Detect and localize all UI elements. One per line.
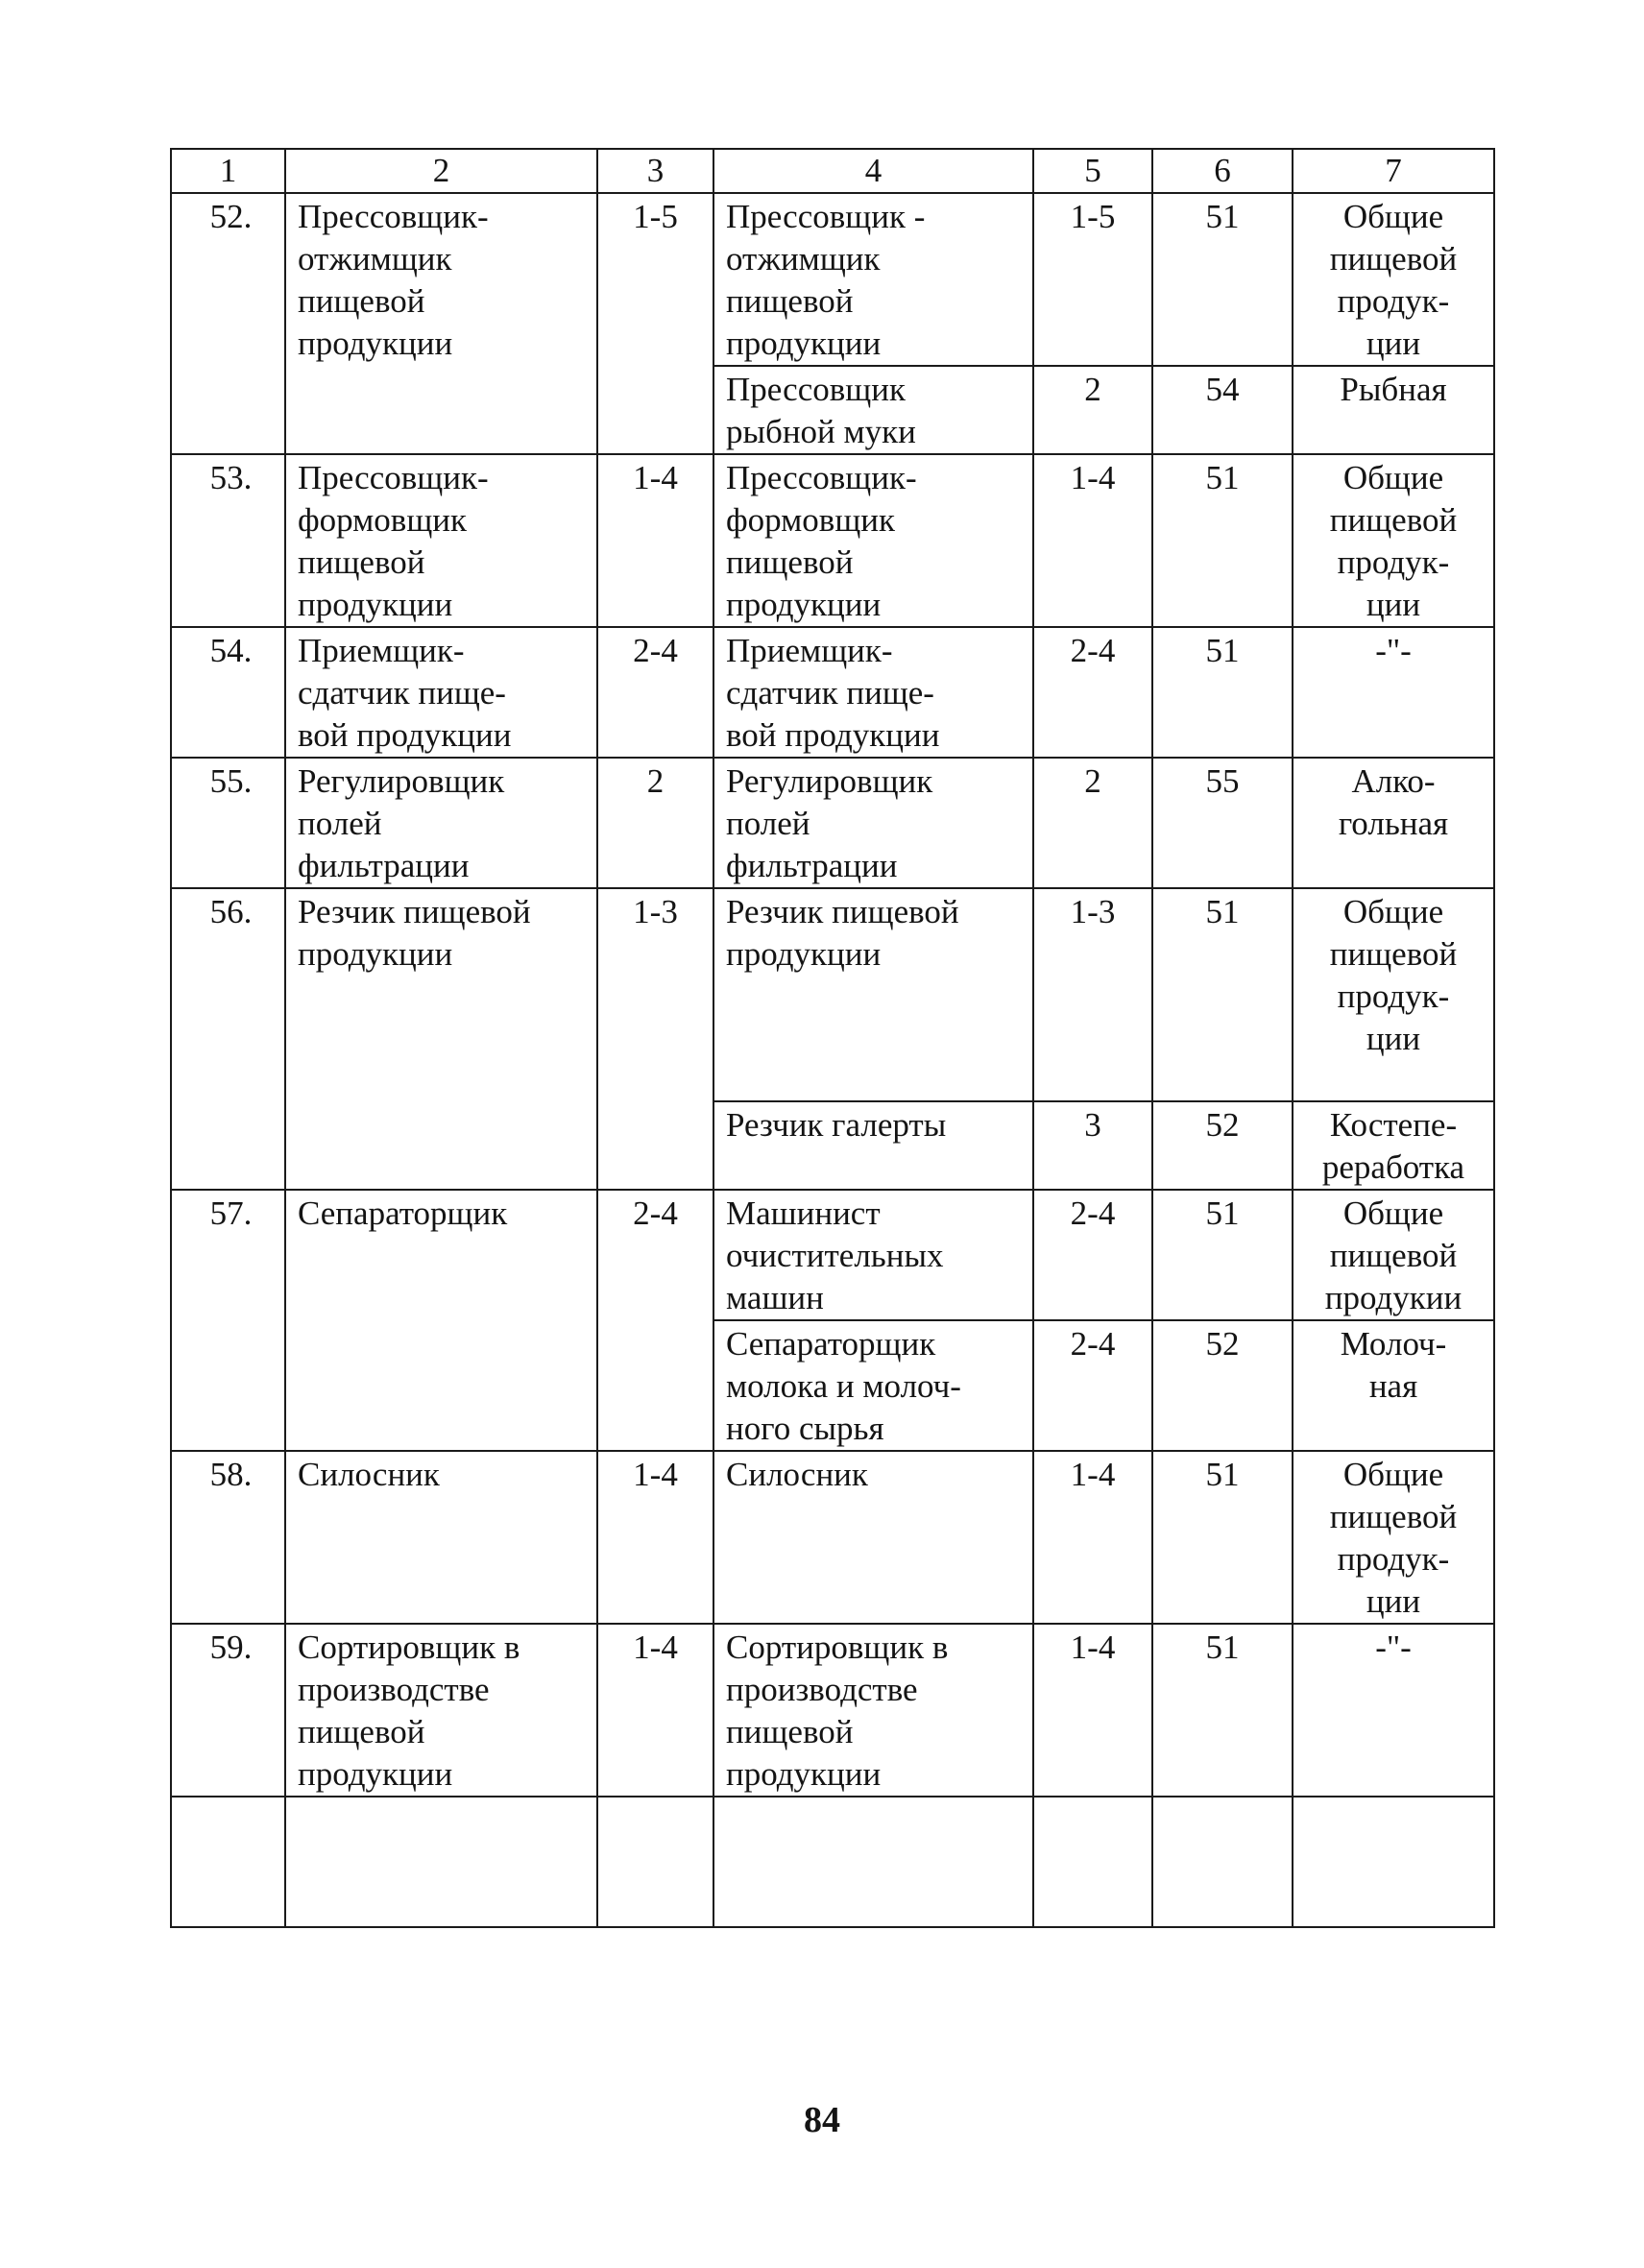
grade-range-cell-text: 2-4 bbox=[633, 1194, 678, 1232]
etks-section-cell bbox=[1293, 1101, 1494, 1190]
row-number-cell-text: 57. bbox=[209, 1194, 253, 1232]
etks-section-cell-text: -"- bbox=[1375, 632, 1412, 669]
header-cell-4: 4 bbox=[713, 149, 1033, 193]
row-number-cell bbox=[171, 1451, 285, 1624]
etks-issue-cell bbox=[1152, 193, 1293, 366]
etks-profession-cell-text: Прессовщик - отжимщик пищевой продукции bbox=[726, 198, 926, 362]
etks-grade-cell-text: 1-4 bbox=[1070, 459, 1116, 496]
header-cell-1: 1 bbox=[171, 149, 285, 193]
etks-section-cell-text: Общие пищевой продук- ции bbox=[1329, 893, 1458, 1057]
etks-section-cell bbox=[1293, 758, 1494, 888]
professions-table bbox=[170, 148, 1495, 1928]
profession-cell-text: Силосник bbox=[298, 1456, 440, 1493]
etks-issue-cell bbox=[1152, 758, 1293, 888]
profession-cell-text: Резчик пищевой продукции bbox=[298, 893, 531, 973]
etks-profession-cell-text: Резчик пищевой продукции bbox=[726, 893, 959, 973]
etks-issue-cell bbox=[1152, 888, 1293, 1101]
etks-grade-cell-text: 2 bbox=[1084, 371, 1101, 408]
etks-section-cell bbox=[1293, 454, 1494, 627]
etks-profession-cell bbox=[713, 1451, 1033, 1624]
etks-issue-cell-text: 51 bbox=[1205, 459, 1240, 496]
profession-cell bbox=[285, 1190, 597, 1451]
etks-profession-cell bbox=[713, 1101, 1033, 1190]
etks-grade-cell-text: 1-4 bbox=[1070, 1456, 1116, 1493]
etks-profession-cell bbox=[713, 1320, 1033, 1451]
etks-section-cell bbox=[1293, 1190, 1494, 1320]
grade-range-cell-text: 1-4 bbox=[633, 459, 678, 496]
profession-cell-text: Прессовщик- формовщик пищевой продукции bbox=[298, 459, 489, 623]
etks-profession-cell bbox=[713, 366, 1033, 454]
grade-range-cell bbox=[597, 1451, 713, 1624]
etks-grade-cell bbox=[1033, 454, 1152, 627]
etks-grade-cell bbox=[1033, 1190, 1152, 1320]
etks-profession-cell bbox=[713, 1624, 1033, 1797]
etks-section-cell bbox=[1293, 1320, 1494, 1451]
etks-grade-cell bbox=[1033, 1451, 1152, 1624]
grade-range-cell bbox=[597, 1624, 713, 1797]
etks-profession-cell-text: Прессовщик- формовщик пищевой продукции bbox=[726, 459, 917, 623]
row-number-cell bbox=[171, 758, 285, 888]
table-body bbox=[171, 149, 1494, 1927]
etks-grade-cell-text: 2-4 bbox=[1070, 632, 1116, 669]
grade-range-cell bbox=[597, 758, 713, 888]
etks-grade-cell bbox=[1033, 1320, 1152, 1451]
etks-section-cell-text: Общие пищевой продук- ции bbox=[1329, 198, 1458, 362]
row-number-cell-text: 59. bbox=[209, 1629, 253, 1666]
etks-profession-cell bbox=[713, 193, 1033, 366]
etks-grade-cell bbox=[1033, 1624, 1152, 1797]
etks-grade-cell bbox=[1033, 1101, 1152, 1190]
etks-profession-cell bbox=[713, 627, 1033, 758]
etks-section-cell-text: Молоч- ная bbox=[1340, 1325, 1447, 1405]
row-number-cell-text: 54. bbox=[209, 632, 253, 669]
grade-range-cell-text: 2 bbox=[646, 762, 665, 800]
etks-section-cell-text: Костепе- реработка bbox=[1321, 1106, 1465, 1186]
etks-profession-cell-text: Сортировщик в производстве пищевой продукции bbox=[726, 1629, 949, 1793]
etks-issue-cell bbox=[1152, 627, 1293, 758]
profession-cell-text: Приемщик- сдатчик пище- вой продукции bbox=[298, 632, 512, 754]
empty-cell bbox=[597, 1797, 713, 1927]
profession-cell-text: Регулировщик полей фильтрации bbox=[298, 762, 505, 884]
etks-section-cell-text: Рыбная bbox=[1340, 371, 1447, 408]
grade-range-cell bbox=[597, 193, 713, 454]
profession-cell-text: Сортировщик в производстве пищевой продукции bbox=[298, 1629, 520, 1793]
table-row bbox=[171, 454, 1494, 627]
row-number-cell bbox=[171, 627, 285, 758]
etks-section-cell-text: Общие пищевой продук- ции bbox=[1329, 459, 1458, 623]
etks-issue-cell bbox=[1152, 366, 1293, 454]
empty-cell bbox=[1152, 1797, 1293, 1927]
profession-cell-text: Прессовщик- отжимщик пищевой продукции bbox=[298, 198, 489, 362]
header-row bbox=[171, 149, 1494, 193]
row-number-cell-text: 58. bbox=[209, 1456, 253, 1493]
etks-issue-cell-text: 54 bbox=[1205, 371, 1240, 408]
etks-issue-cell-text: 51 bbox=[1205, 1194, 1240, 1232]
etks-grade-cell-text: 2-4 bbox=[1070, 1194, 1116, 1232]
etks-issue-cell bbox=[1152, 1320, 1293, 1451]
etks-grade-cell bbox=[1033, 193, 1152, 366]
grade-range-cell-text: 1-3 bbox=[633, 893, 678, 930]
etks-grade-cell-text: 1-5 bbox=[1070, 198, 1116, 235]
table-row bbox=[171, 888, 1494, 1101]
etks-profession-cell-text: Машинист очистительных машин bbox=[726, 1194, 944, 1316]
profession-cell bbox=[285, 1624, 597, 1797]
profession-cell bbox=[285, 193, 597, 454]
etks-profession-cell bbox=[713, 758, 1033, 888]
etks-grade-cell bbox=[1033, 366, 1152, 454]
etks-profession-cell-text: Прессовщик рыбной муки bbox=[726, 371, 916, 450]
etks-issue-cell-text: 51 bbox=[1205, 893, 1240, 930]
etks-issue-cell bbox=[1152, 1451, 1293, 1624]
etks-section-cell-text: Общие пищевой продукии bbox=[1324, 1194, 1463, 1316]
etks-grade-cell-text: 1-3 bbox=[1070, 893, 1116, 930]
profession-cell-text: Сепараторщик bbox=[298, 1194, 508, 1232]
empty-row bbox=[171, 1797, 1494, 1927]
row-number-cell-text: 56. bbox=[209, 893, 253, 930]
header-cell-2: 2 bbox=[285, 149, 597, 193]
etks-profession-cell-text: Приемщик- сдатчик пище- вой продукции bbox=[726, 632, 940, 754]
grade-range-cell-text: 2-4 bbox=[633, 632, 678, 669]
etks-grade-cell bbox=[1033, 627, 1152, 758]
etks-issue-cell bbox=[1152, 454, 1293, 627]
etks-section-cell bbox=[1293, 193, 1494, 366]
header-cell-5: 5 bbox=[1033, 149, 1152, 193]
etks-grade-cell-text: 3 bbox=[1084, 1106, 1101, 1144]
etks-section-cell bbox=[1293, 1624, 1494, 1797]
grade-range-cell-text: 1-4 bbox=[633, 1456, 678, 1493]
row-number-cell-text: 52. bbox=[209, 198, 253, 235]
etks-profession-cell bbox=[713, 1190, 1033, 1320]
table-row bbox=[171, 627, 1494, 758]
etks-section-cell bbox=[1293, 1451, 1494, 1624]
grade-range-cell bbox=[597, 1190, 713, 1451]
etks-profession-cell-text: Сепараторщик молока и молоч- ного сырья bbox=[726, 1325, 961, 1447]
grade-range-cell bbox=[597, 627, 713, 758]
etks-section-cell bbox=[1293, 366, 1494, 454]
etks-profession-cell-text: Силосник bbox=[726, 1456, 868, 1493]
grade-range-cell bbox=[597, 888, 713, 1190]
etks-issue-cell-text: 55 bbox=[1205, 762, 1240, 800]
etks-issue-cell bbox=[1152, 1190, 1293, 1320]
etks-grade-cell bbox=[1033, 888, 1152, 1101]
etks-profession-cell-text: Резчик галерты bbox=[726, 1106, 947, 1144]
etks-profession-cell bbox=[713, 454, 1033, 627]
empty-cell bbox=[713, 1797, 1033, 1927]
etks-issue-cell-text: 51 bbox=[1205, 198, 1240, 235]
etks-section-cell bbox=[1293, 888, 1494, 1101]
etks-profession-cell-text: Регулировщик полей фильтрации bbox=[726, 762, 933, 884]
etks-issue-cell bbox=[1152, 1624, 1293, 1797]
table-row bbox=[171, 758, 1494, 888]
etks-section-cell bbox=[1293, 627, 1494, 758]
profession-cell bbox=[285, 888, 597, 1190]
empty-cell bbox=[1293, 1797, 1494, 1927]
header-cell-3: 3 bbox=[597, 149, 713, 193]
empty-cell bbox=[1033, 1797, 1152, 1927]
header-cell-7: 7 bbox=[1293, 149, 1494, 193]
etks-issue-cell bbox=[1152, 1101, 1293, 1190]
table-row bbox=[171, 1624, 1494, 1797]
profession-cell bbox=[285, 627, 597, 758]
etks-profession-cell bbox=[713, 888, 1033, 1101]
grade-range-cell-text: 1-5 bbox=[633, 198, 678, 235]
etks-issue-cell-text: 51 bbox=[1205, 1629, 1240, 1666]
etks-issue-cell-text: 52 bbox=[1205, 1325, 1240, 1363]
grade-range-cell bbox=[597, 454, 713, 627]
row-number-cell bbox=[171, 1624, 285, 1797]
row-number-cell-text: 53. bbox=[209, 459, 253, 496]
profession-cell bbox=[285, 1451, 597, 1624]
table-row bbox=[171, 193, 1494, 366]
header-cell-6: 6 bbox=[1152, 149, 1293, 193]
page-number: 84 bbox=[804, 2100, 840, 2140]
etks-issue-cell-text: 51 bbox=[1205, 632, 1240, 669]
etks-grade-cell-text: 2 bbox=[1084, 762, 1101, 800]
etks-section-cell-text: -"- bbox=[1375, 1629, 1412, 1666]
row-number-cell bbox=[171, 888, 285, 1190]
etks-issue-cell-text: 52 bbox=[1205, 1106, 1240, 1144]
grade-range-cell-text: 1-4 bbox=[633, 1629, 678, 1666]
empty-cell bbox=[285, 1797, 597, 1927]
etks-section-cell-text: Общие пищевой продук- ции bbox=[1329, 1456, 1458, 1620]
row-number-cell bbox=[171, 193, 285, 454]
etks-section-cell-text: Алко- гольная bbox=[1338, 762, 1449, 842]
etks-issue-cell-text: 51 bbox=[1205, 1456, 1240, 1493]
row-number-cell bbox=[171, 454, 285, 627]
etks-grade-cell bbox=[1033, 758, 1152, 888]
profession-cell bbox=[285, 454, 597, 627]
row-number-cell-text: 55. bbox=[209, 762, 253, 800]
table-row bbox=[171, 1190, 1494, 1320]
table-row bbox=[171, 1451, 1494, 1624]
etks-grade-cell-text: 2-4 bbox=[1070, 1325, 1116, 1363]
empty-cell bbox=[171, 1797, 285, 1927]
profession-cell bbox=[285, 758, 597, 888]
row-number-cell bbox=[171, 1190, 285, 1451]
etks-grade-cell-text: 1-4 bbox=[1070, 1629, 1116, 1666]
